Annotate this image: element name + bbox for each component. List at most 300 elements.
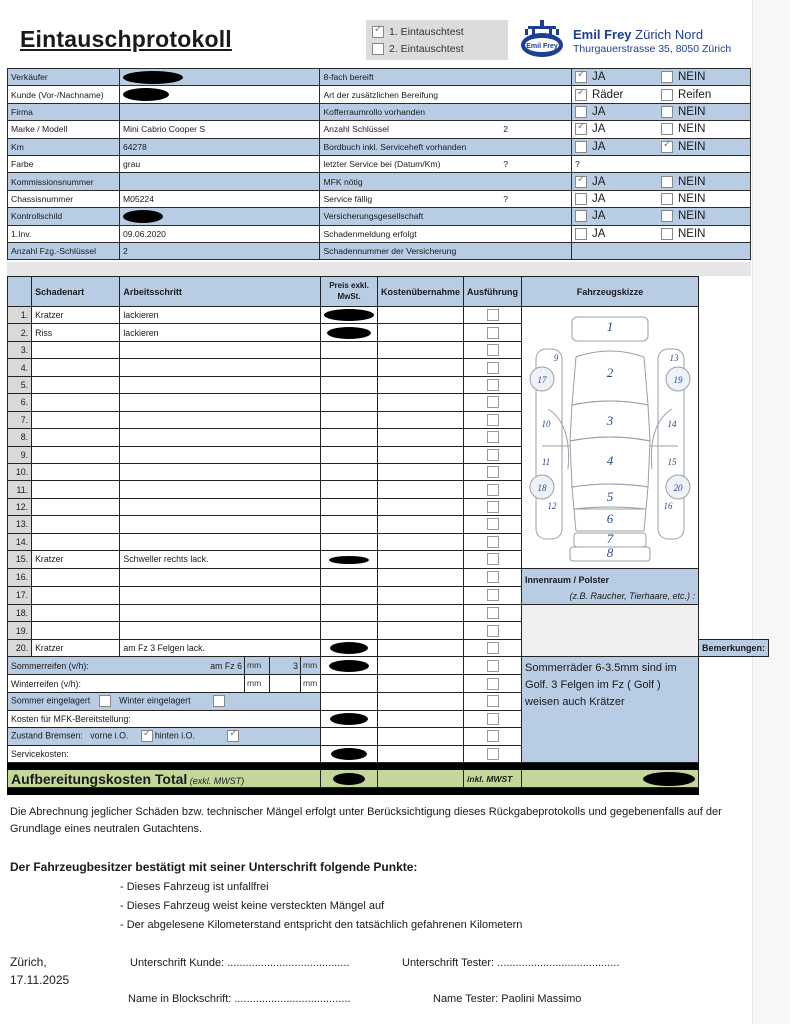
schadenart[interactable] <box>32 341 120 358</box>
checkbox[interactable] <box>487 518 499 530</box>
checkbox[interactable] <box>487 466 499 478</box>
bemerkungen-header: Bemerkungen: <box>699 639 769 656</box>
kostenuebernahme[interactable] <box>378 394 464 411</box>
row-number: 3. <box>8 341 32 358</box>
point-item: - Dieses Fahrzeug weist keine versteckten Mängel auf <box>120 900 385 912</box>
checkbox[interactable] <box>661 123 673 135</box>
checkbox[interactable] <box>661 141 673 153</box>
checkbox-bremsen-vorne[interactable] <box>141 730 153 742</box>
sketch-zone-label[interactable]: 18 <box>537 483 547 493</box>
sketch-zone-label[interactable]: 8 <box>606 545 614 560</box>
redaction <box>324 309 374 321</box>
checkbox[interactable] <box>661 89 673 101</box>
ausfuehrung[interactable] <box>464 710 522 727</box>
schadenart[interactable] <box>32 586 120 604</box>
preis[interactable] <box>321 307 378 324</box>
arbeitsschritt[interactable] <box>120 568 321 586</box>
checkbox[interactable] <box>661 228 673 240</box>
checkbox[interactable] <box>487 501 499 513</box>
option-1[interactable]: ✓ Räder <box>575 89 661 101</box>
schadenart[interactable] <box>32 463 120 480</box>
point-item: - Dieses Fahrzeug ist unfallfrei <box>120 881 269 893</box>
checkbox[interactable] <box>487 309 499 321</box>
kostenuebernahme[interactable] <box>378 710 464 727</box>
sketch-zone-label[interactable]: 4 <box>606 453 614 468</box>
kostenuebernahme[interactable] <box>378 446 464 463</box>
checkbox[interactable] <box>487 327 499 339</box>
info-row <box>8 86 751 103</box>
preis[interactable] <box>321 463 378 480</box>
kostenuebernahme[interactable] <box>378 551 464 568</box>
confirmation-points <box>120 878 522 935</box>
sommerreifen-rear[interactable]: 3 <box>293 660 298 671</box>
kostenuebernahme[interactable] <box>378 657 464 675</box>
checkbox-bremsen-hinten[interactable] <box>227 730 239 742</box>
info-label: Farbe <box>8 155 120 172</box>
option-1[interactable]: JA <box>575 228 661 240</box>
schadenart[interactable] <box>32 498 120 515</box>
test-label-1: 1. Eintauschtest <box>389 25 464 38</box>
sketch-zone-label[interactable]: 17 <box>537 375 547 385</box>
checkbox[interactable] <box>487 553 499 565</box>
checkbox[interactable] <box>487 678 499 690</box>
preis[interactable] <box>321 568 378 586</box>
arbeitsschritt[interactable] <box>120 341 321 358</box>
ausfuehrung[interactable] <box>464 376 522 393</box>
kostenuebernahme[interactable] <box>378 341 464 358</box>
checkbox[interactable] <box>661 210 673 222</box>
kostenuebernahme[interactable] <box>378 411 464 428</box>
sketch-zone-label[interactable]: 3 <box>606 413 614 428</box>
vehicle-info-table <box>7 68 751 260</box>
arbeitsschritt[interactable] <box>120 498 321 515</box>
arbeitsschritt[interactable] <box>120 481 321 498</box>
redaction <box>330 642 368 654</box>
info-value[interactable]: 64278 <box>119 138 320 155</box>
checkbox[interactable] <box>487 748 499 760</box>
kostenuebernahme[interactable] <box>378 568 464 586</box>
schadenart[interactable] <box>32 481 120 498</box>
info-question: Anzahl Schlüssel 2 <box>320 121 572 138</box>
arbeitsschritt[interactable] <box>120 604 321 621</box>
kostenuebernahme[interactable] <box>378 622 464 639</box>
schadenart[interactable] <box>32 604 120 621</box>
preis[interactable] <box>321 516 378 533</box>
kostenuebernahme[interactable] <box>378 481 464 498</box>
damage-row <box>8 307 769 324</box>
info-options <box>571 173 750 190</box>
col-ausfuehrung: Ausführung <box>464 277 522 307</box>
preis[interactable] <box>321 411 378 428</box>
schadenart[interactable] <box>32 429 120 446</box>
sketch-zone-label[interactable]: 19 <box>673 375 683 385</box>
test-label-2: 2. Eintauschtest <box>389 42 464 55</box>
sketch-zone-label[interactable]: 6 <box>606 511 614 526</box>
sketch-zone-label[interactable]: 12 <box>547 501 557 511</box>
sketch-zone-label[interactable]: 20 <box>673 483 683 493</box>
option-1[interactable]: JA <box>575 193 661 205</box>
kostenuebernahme[interactable] <box>378 516 464 533</box>
option-1[interactable]: ✓ JA <box>575 71 661 83</box>
checkbox[interactable] <box>661 193 673 205</box>
checkbox[interactable] <box>487 730 499 742</box>
preis[interactable] <box>321 498 378 515</box>
checkbox[interactable] <box>487 571 499 583</box>
info-row <box>8 173 751 190</box>
redaction <box>331 748 367 760</box>
option-2[interactable]: NEIN <box>661 193 747 205</box>
divider <box>8 763 769 770</box>
option-2[interactable]: NEIN <box>661 106 747 118</box>
option-1[interactable]: ✓ JA <box>575 176 661 188</box>
info-options <box>571 208 750 225</box>
preis[interactable] <box>321 324 378 341</box>
total-inkl <box>522 770 699 788</box>
option-2[interactable]: NEIN <box>661 228 747 240</box>
row-number: 2. <box>8 324 32 341</box>
option-2[interactable]: Reifen <box>661 89 747 101</box>
checkbox[interactable] <box>487 625 499 637</box>
arbeitsschritt[interactable] <box>120 586 321 604</box>
preis[interactable] <box>321 675 378 693</box>
sketch-zone-label[interactable]: 16 <box>663 501 673 511</box>
preis[interactable] <box>321 745 378 762</box>
sketch-zone-label[interactable]: 9 <box>553 353 559 363</box>
info-value[interactable]: 09.06.2020 <box>119 225 320 242</box>
info-value[interactable] <box>119 173 320 190</box>
damage-row <box>8 568 769 586</box>
bemerkungen-text[interactable]: Sommerräder 6-3.5mm sind im Golf. 3 Felgen im Fz ( Golf ) weisen auch Krätzer <box>522 657 699 763</box>
ausfuehrung[interactable] <box>464 604 522 621</box>
schadenart[interactable] <box>32 411 120 428</box>
checkbox[interactable] <box>487 713 499 725</box>
servicekosten-label: Servicekosten: <box>8 745 321 762</box>
checkbox[interactable] <box>487 695 499 707</box>
info-label: Firma <box>8 103 120 120</box>
preis[interactable] <box>321 604 378 621</box>
info-value <box>119 86 320 103</box>
preis[interactable] <box>321 533 378 550</box>
arbeitsschritt[interactable] <box>120 429 321 446</box>
checkbox[interactable] <box>575 141 587 153</box>
sketch-zone-label[interactable]: 2 <box>606 365 614 380</box>
ausfuehrung[interactable] <box>464 307 522 324</box>
ausfuehrung[interactable] <box>464 324 522 341</box>
arbeitsschritt[interactable] <box>120 411 321 428</box>
innenraum-field[interactable] <box>522 604 699 656</box>
ausfuehrung[interactable] <box>464 463 522 480</box>
kostenuebernahme[interactable] <box>378 728 464 745</box>
schadenart[interactable] <box>32 533 120 550</box>
sketch-zone-label[interactable]: 1 <box>606 319 614 334</box>
option-1[interactable]: JA <box>575 106 661 118</box>
ausfuehrung[interactable] <box>464 533 522 550</box>
sommerreifen-front[interactable]: am Fz 6 <box>210 660 242 671</box>
car-diagram-icon <box>524 309 696 563</box>
info-question: 8-fach bereift <box>320 69 572 86</box>
redaction <box>123 71 183 84</box>
info-value[interactable]: 2 <box>119 242 320 259</box>
preis[interactable] <box>321 429 378 446</box>
preis[interactable] <box>321 657 378 675</box>
kostenuebernahme[interactable] <box>378 498 464 515</box>
damage-header-row <box>8 277 769 307</box>
vehicle-sketch[interactable] <box>522 307 699 569</box>
checkbox[interactable] <box>661 71 673 83</box>
info-question: Service fällig ? <box>320 190 572 207</box>
arbeitsschritt[interactable] <box>120 394 321 411</box>
ausfuehrung[interactable] <box>464 516 522 533</box>
checkbox[interactable] <box>575 193 587 205</box>
ausfuehrung[interactable] <box>464 586 522 604</box>
row-number: 16. <box>8 568 32 586</box>
info-row <box>8 225 751 242</box>
preis[interactable] <box>321 728 378 745</box>
arbeitsschritt[interactable] <box>120 622 321 639</box>
sketch-zone-label[interactable]: 11 <box>541 457 551 467</box>
checkbox[interactable] <box>487 414 499 426</box>
logo-text: Emil Frey <box>526 43 558 50</box>
sketch-zone-label[interactable]: 5 <box>606 489 614 504</box>
info-value[interactable] <box>119 103 320 120</box>
redaction <box>123 88 169 101</box>
arbeitsschritt[interactable]: am Fz 3 Felgen lack. <box>120 639 321 656</box>
preis[interactable] <box>321 639 378 656</box>
winterreifen-label: Winterreifen (v/h): <box>11 678 81 689</box>
arbeitsschritt[interactable] <box>120 376 321 393</box>
checkbox[interactable] <box>487 536 499 548</box>
option-1[interactable]: JA <box>575 210 661 222</box>
sketch-zone-label[interactable]: 14 <box>667 419 677 429</box>
info-value <box>119 208 320 225</box>
total-row <box>8 770 769 788</box>
checkbox[interactable] <box>487 642 499 654</box>
ausfuehrung[interactable] <box>464 622 522 639</box>
info-question: Kofferraumrollo vorhanden <box>320 103 572 120</box>
preis[interactable] <box>321 551 378 568</box>
signature-customer[interactable]: Unterschrift Kunde: ........................................ <box>130 957 350 969</box>
place: Zürich, <box>10 955 47 969</box>
checkbox[interactable] <box>487 449 499 461</box>
schadenart[interactable] <box>32 516 120 533</box>
checkbox[interactable] <box>575 228 587 240</box>
total-empty <box>378 770 464 788</box>
preis[interactable] <box>321 376 378 393</box>
col-skizze: Fahrzeugskizze <box>522 277 699 307</box>
info-text-value[interactable] <box>571 242 750 259</box>
redaction <box>327 327 371 339</box>
row-number: 4. <box>8 359 32 376</box>
info-row <box>8 121 751 138</box>
ausfuehrung[interactable] <box>464 675 522 693</box>
option-2[interactable]: NEIN <box>661 123 747 135</box>
info-label: Anzahl Fzg.-Schlüssel <box>8 242 120 259</box>
divider <box>8 788 769 795</box>
schadenart[interactable] <box>32 568 120 586</box>
info-value[interactable]: grau <box>119 155 320 172</box>
info-options <box>571 103 750 120</box>
ausfuehrung[interactable] <box>464 411 522 428</box>
date: 17.11.2025 <box>10 973 70 987</box>
checkbox-winter-eingelagert[interactable] <box>213 695 225 707</box>
option-2[interactable]: NEIN <box>661 210 747 222</box>
ausfuehrung[interactable] <box>464 481 522 498</box>
ausfuehrung[interactable] <box>464 728 522 745</box>
arbeitsschritt[interactable] <box>120 533 321 550</box>
info-row <box>8 103 751 120</box>
checkbox[interactable] <box>487 396 499 408</box>
checkbox[interactable] <box>575 176 587 188</box>
ausfuehrung[interactable] <box>464 639 522 656</box>
kostenuebernahme[interactable] <box>378 745 464 762</box>
checkbox[interactable] <box>487 607 499 619</box>
checkbox[interactable] <box>575 123 587 135</box>
mfk-kosten-label: Kosten für MFK-Bereitstellung: <box>8 710 321 727</box>
checkbox-sommer-eingelagert[interactable] <box>99 695 111 707</box>
kostenuebernahme[interactable] <box>378 693 464 710</box>
ausfuehrung[interactable] <box>464 745 522 762</box>
kostenuebernahme[interactable] <box>378 376 464 393</box>
option-1[interactable]: JA <box>575 141 661 153</box>
kostenuebernahme[interactable] <box>378 533 464 550</box>
kostenuebernahme[interactable] <box>378 359 464 376</box>
kostenuebernahme[interactable] <box>378 324 464 341</box>
schadenart[interactable]: Riss <box>32 324 120 341</box>
kostenuebernahme[interactable] <box>378 586 464 604</box>
info-row <box>8 208 751 225</box>
ausfuehrung[interactable] <box>464 429 522 446</box>
arbeitsschritt[interactable]: Schweller rechts lack. <box>120 551 321 568</box>
kostenuebernahme[interactable] <box>378 463 464 480</box>
sketch-zone-label[interactable]: 7 <box>606 531 614 546</box>
preis[interactable] <box>321 693 378 710</box>
sketch-zone-label[interactable]: 13 <box>669 353 679 363</box>
ausfuehrung[interactable] <box>464 394 522 411</box>
ausfuehrung[interactable] <box>464 498 522 515</box>
row-number: 10. <box>8 463 32 480</box>
schadenart[interactable]: Kratzer <box>32 639 120 656</box>
damage-row <box>8 604 769 621</box>
row-number: 14. <box>8 533 32 550</box>
schadenart[interactable] <box>32 446 120 463</box>
checkbox[interactable] <box>575 210 587 222</box>
arbeitsschritt[interactable] <box>120 359 321 376</box>
info-options <box>571 86 750 103</box>
sketch-zone-label[interactable]: 15 <box>667 457 677 467</box>
info-label: Verkäufer <box>8 69 120 86</box>
test-option-1[interactable] <box>372 23 502 40</box>
preis[interactable] <box>321 446 378 463</box>
info-value[interactable]: M05224 <box>119 190 320 207</box>
sketch-zone-label[interactable]: 10 <box>541 419 551 429</box>
preis[interactable] <box>321 710 378 727</box>
arbeitsschritt[interactable] <box>120 516 321 533</box>
preis[interactable] <box>321 622 378 639</box>
row-number: 19. <box>8 622 32 639</box>
checkbox[interactable] <box>661 106 673 118</box>
kostenuebernahme[interactable] <box>378 639 464 656</box>
ausfuehrung[interactable] <box>464 693 522 710</box>
kostenuebernahme[interactable] <box>378 675 464 693</box>
signature-tester[interactable]: Unterschrift Tester: ........................................ <box>402 957 620 969</box>
info-label: Km <box>8 138 120 155</box>
kostenuebernahme[interactable] <box>378 604 464 621</box>
checkbox[interactable] <box>575 89 587 101</box>
disclaimer-text: Die Abrechnung jeglicher Schäden bzw. technischer Mängel erfolgt unter Berücksichtigung dieses Rückgabeprotokolls und gegebenenfalls auf der Grundlage eines neutralen Gutachtens. <box>10 806 722 835</box>
arbeitsschritt[interactable]: lackieren <box>120 324 321 341</box>
checkbox-test-2[interactable] <box>372 43 384 55</box>
ausfuehrung[interactable] <box>464 551 522 568</box>
arbeitsschritt[interactable] <box>120 446 321 463</box>
test-option-2[interactable] <box>372 40 502 57</box>
arbeitsschritt[interactable]: lackieren <box>120 307 321 324</box>
dealer-name: Emil Frey Zürich Nord <box>573 27 704 42</box>
info-value[interactable]: Mini Cabrio Cooper S <box>119 121 320 138</box>
schadenart[interactable] <box>32 622 120 639</box>
ausfuehrung[interactable] <box>464 359 522 376</box>
info-options <box>571 121 750 138</box>
checkbox[interactable] <box>487 431 499 443</box>
info-question: Versicherungsgesellschaft <box>320 208 572 225</box>
tester-name: Name Tester: Paolini Massimo <box>433 993 582 1005</box>
name-block-letters[interactable]: Name in Blockschrift: ...................................... <box>128 993 351 1005</box>
preis[interactable] <box>321 359 378 376</box>
schadenart[interactable] <box>32 359 120 376</box>
schadenart[interactable] <box>32 376 120 393</box>
info-text-value[interactable]: ? <box>571 155 750 172</box>
schadenart[interactable]: Kratzer <box>32 307 120 324</box>
checkbox[interactable] <box>487 344 499 356</box>
schadenart[interactable] <box>32 394 120 411</box>
checkbox[interactable] <box>487 484 499 496</box>
row-number: 7. <box>8 411 32 428</box>
row-number: 20. <box>8 639 32 656</box>
row-number: 1. <box>8 307 32 324</box>
option-1[interactable]: ✓ JA <box>575 123 661 135</box>
checkbox[interactable] <box>487 589 499 601</box>
checkbox[interactable] <box>487 362 499 374</box>
checkbox[interactable] <box>575 71 587 83</box>
checkbox[interactable] <box>661 176 673 188</box>
row-number: 12. <box>8 498 32 515</box>
schadenart[interactable]: Kratzer <box>32 551 120 568</box>
info-value <box>119 69 320 86</box>
info-options <box>571 190 750 207</box>
option-2[interactable]: ✓ NEIN <box>661 141 747 153</box>
redaction <box>643 772 695 786</box>
checkbox-test-1[interactable] <box>372 26 384 38</box>
info-question-value: ? <box>503 193 508 204</box>
ausfuehrung[interactable] <box>464 568 522 586</box>
kostenuebernahme[interactable] <box>378 307 464 324</box>
checkbox[interactable] <box>487 379 499 391</box>
info-row <box>8 242 751 259</box>
info-row <box>8 190 751 207</box>
preis[interactable] <box>321 394 378 411</box>
kostenuebernahme[interactable] <box>378 429 464 446</box>
ausfuehrung[interactable] <box>464 657 522 675</box>
preis[interactable] <box>321 586 378 604</box>
ausfuehrung[interactable] <box>464 341 522 358</box>
arbeitsschritt[interactable] <box>120 463 321 480</box>
checkbox[interactable] <box>487 660 499 672</box>
ausfuehrung[interactable] <box>464 446 522 463</box>
preis[interactable] <box>321 481 378 498</box>
option-2[interactable]: NEIN <box>661 71 747 83</box>
preis[interactable] <box>321 341 378 358</box>
checkbox[interactable] <box>575 106 587 118</box>
option-2[interactable]: NEIN <box>661 176 747 188</box>
